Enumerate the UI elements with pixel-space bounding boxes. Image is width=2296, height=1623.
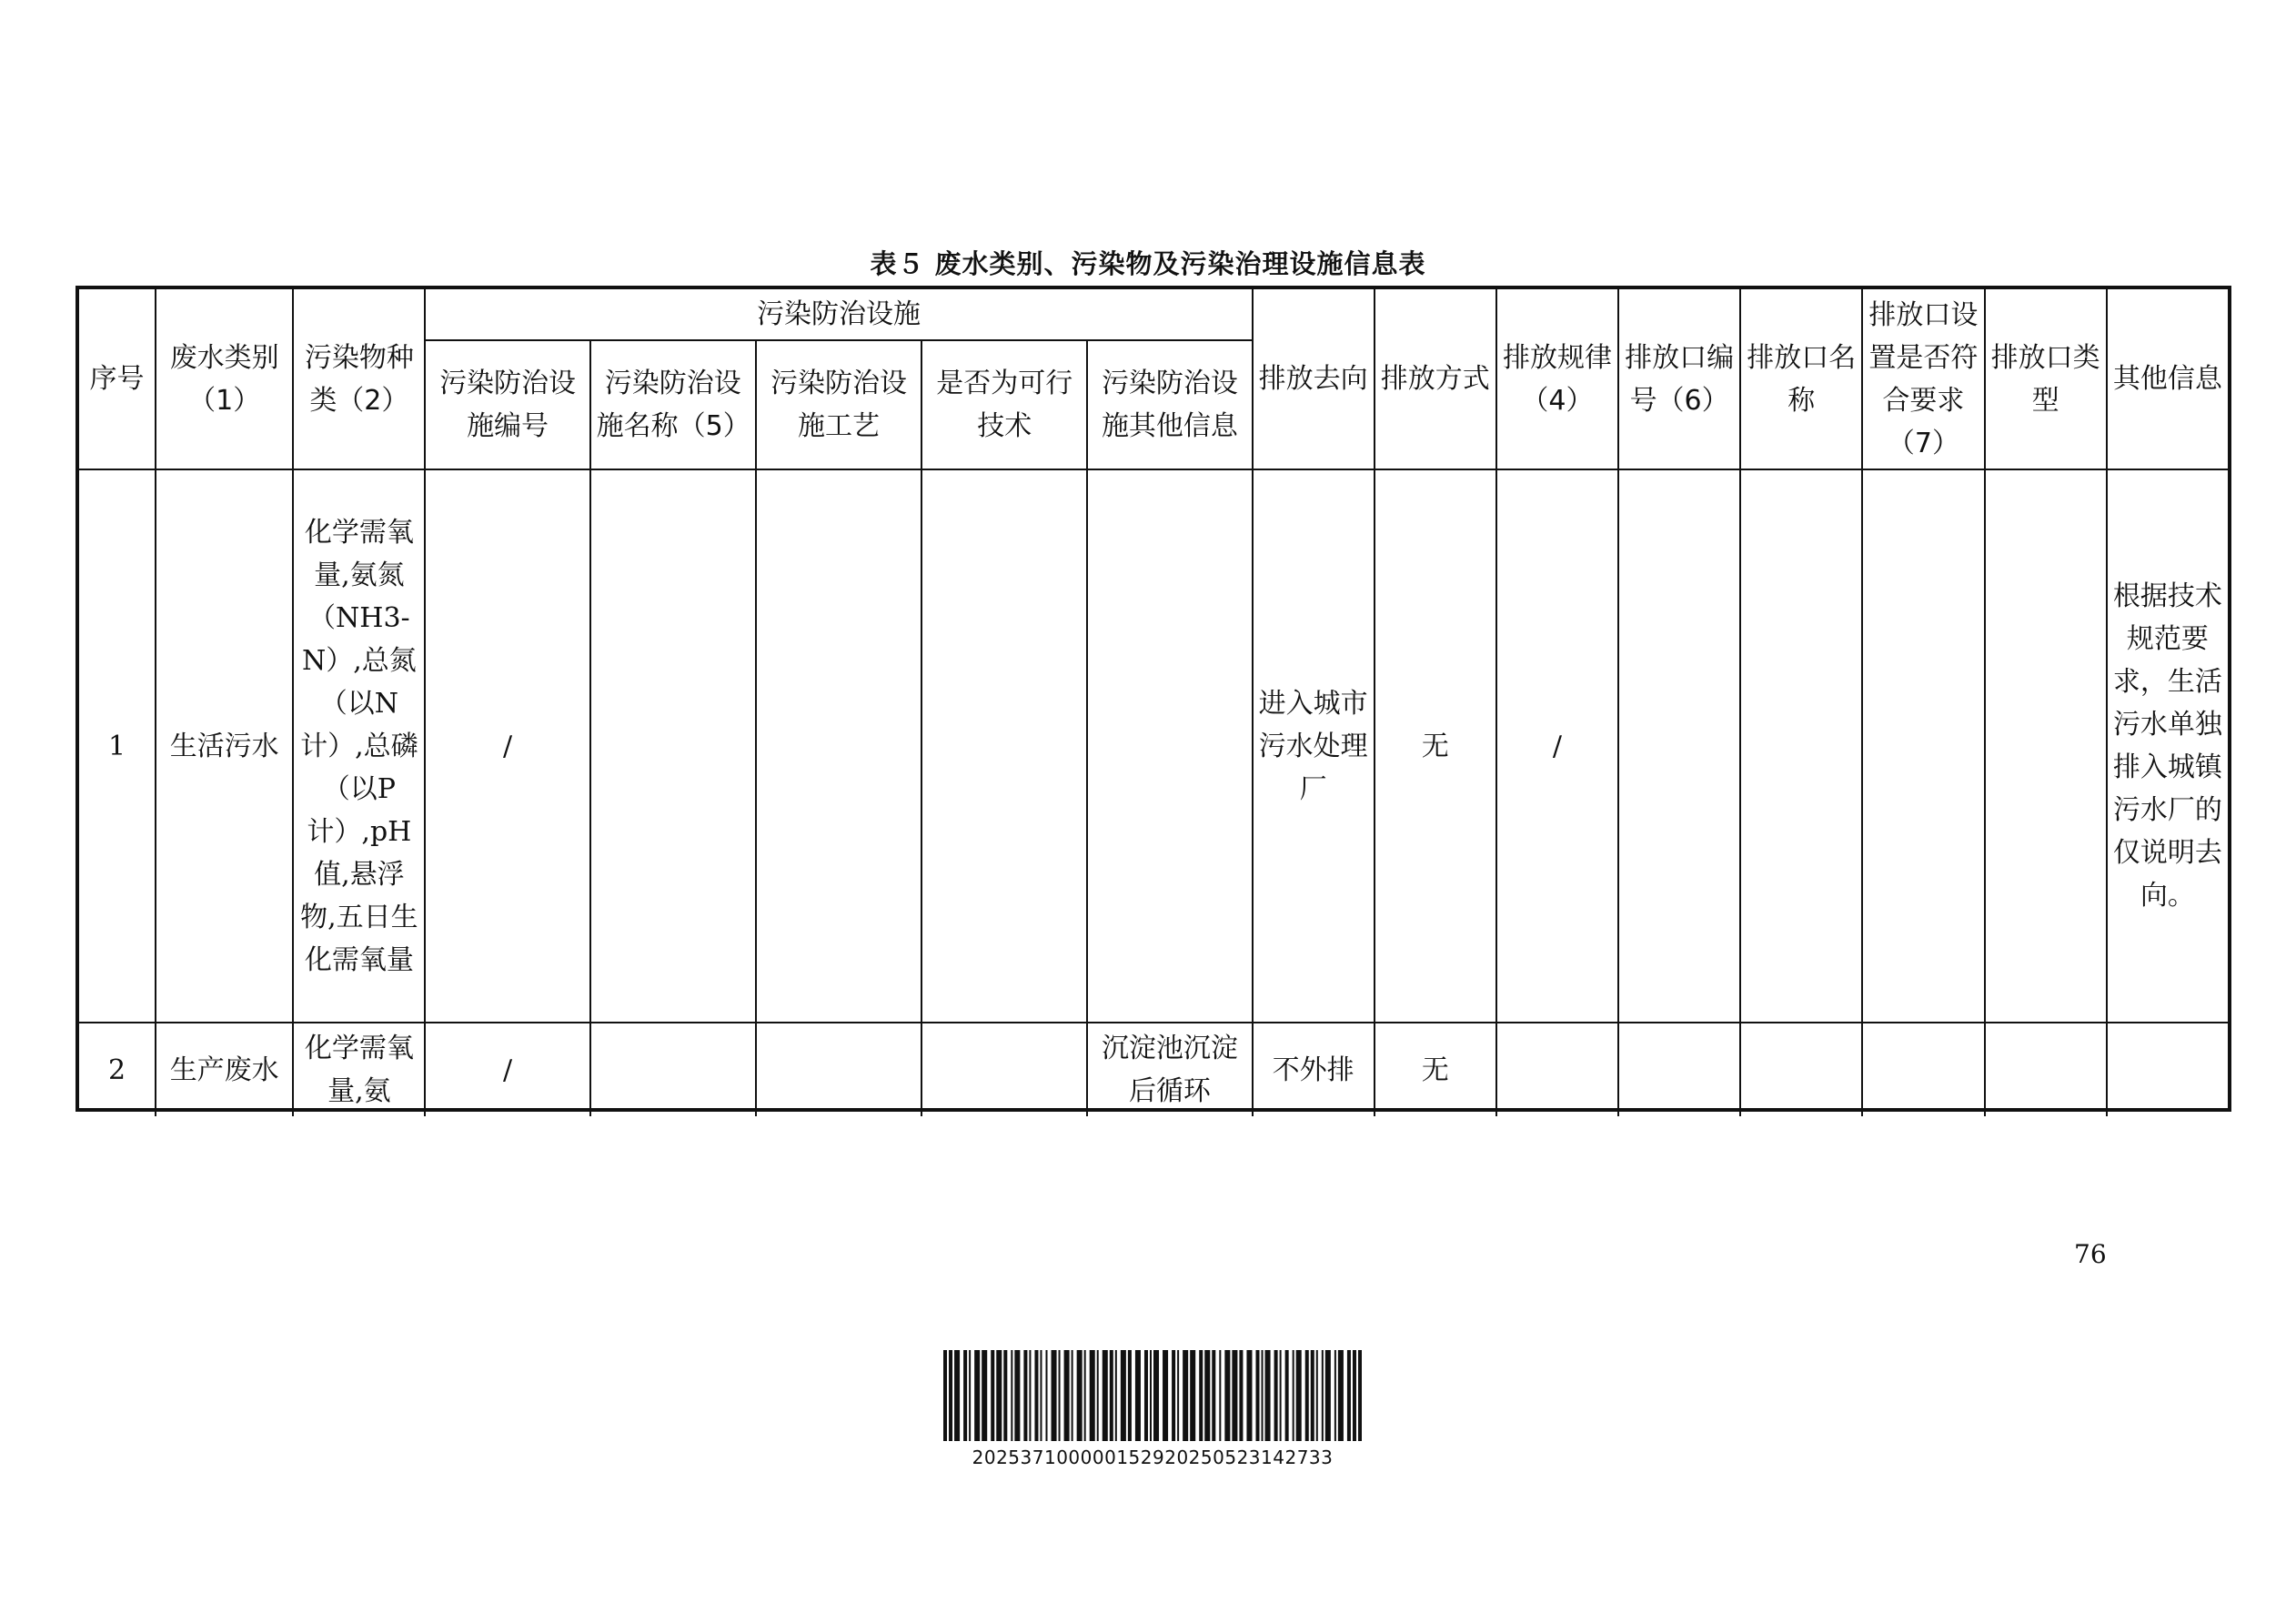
barcode-bar <box>974 1350 980 1441</box>
barcode-bar <box>1023 1350 1027 1441</box>
cell-wastewater-type: 生产废水 <box>156 1023 293 1116</box>
barcode-bar <box>949 1350 952 1441</box>
cell-feasible-tech <box>921 1023 1087 1116</box>
header-facility-process: 污染防治设施工艺 <box>756 340 921 469</box>
barcode-bar <box>1232 1350 1237 1441</box>
cell-outlet-name <box>1740 1023 1862 1116</box>
table-row <box>79 469 2228 1023</box>
header-wastewater-type: 废水类别（1） <box>156 289 293 469</box>
barcode-image <box>943 1350 1362 1441</box>
barcode-bar <box>1265 1350 1271 1441</box>
page-number: 76 <box>2074 1239 2107 1269</box>
header-pollutant-type: 污染物种类（2） <box>293 289 425 469</box>
cell-discharge-pattern: / <box>1496 469 1618 1023</box>
barcode-bar <box>969 1350 971 1441</box>
barcode-bar <box>1280 1350 1282 1441</box>
barcode-bar <box>1077 1350 1083 1441</box>
cell-wastewater-type: 生活污水 <box>156 469 293 1023</box>
cell-seq: 2 <box>79 1023 156 1116</box>
header-outlet-compliance: 排放口设置是否符合要求（7） <box>1862 289 1984 469</box>
cell-pollutant-type: 化学需氧量,氨 <box>293 1023 425 1116</box>
cell-facility-name <box>590 469 756 1023</box>
barcode-bar <box>1325 1350 1331 1441</box>
barcode-bar <box>1293 1350 1294 1441</box>
header-feasible-tech: 是否为可行技术 <box>921 340 1087 469</box>
header-facility-code: 污染防治设施编号 <box>425 340 589 469</box>
barcode-bar <box>1305 1350 1309 1441</box>
cell-discharge-dest: 不外排 <box>1253 1023 1375 1116</box>
barcode-bar <box>1183 1350 1188 1441</box>
barcode-bar <box>1084 1350 1086 1441</box>
cell-pollutant-type: 化学需氧量,氨氮（NH3-N）,总氮（以N计）,总磷（以P计）,pH值,悬浮物,五日生化需氧量 <box>293 469 425 1023</box>
barcode-bar <box>982 1350 987 1441</box>
barcode-bar <box>1285 1350 1289 1441</box>
barcode-bar <box>943 1350 947 1441</box>
barcode-bar <box>1255 1350 1259 1441</box>
cell-facility-process <box>756 469 921 1023</box>
barcode-bar <box>1311 1350 1314 1441</box>
barcode-bar <box>1262 1350 1264 1441</box>
header-discharge-mode: 排放方式 <box>1375 289 1496 469</box>
barcode-bar <box>1204 1350 1210 1441</box>
cell-discharge-dest: 进入城市污水处理厂 <box>1253 469 1375 1023</box>
barcode-bar <box>1029 1350 1031 1441</box>
barcode-bar <box>1040 1350 1042 1441</box>
cell-discharge-mode: 无 <box>1375 469 1496 1023</box>
cell-other-info <box>2107 1023 2228 1116</box>
header-facility-other: 污染防治设施其他信息 <box>1087 340 1252 469</box>
barcode-bar <box>1045 1350 1047 1441</box>
cell-outlet-type <box>1985 1023 2107 1116</box>
barcode-bar <box>1274 1350 1278 1441</box>
table-row <box>79 1023 2228 1116</box>
barcode-bar <box>1358 1350 1362 1441</box>
barcode-bar <box>1347 1350 1351 1441</box>
barcode-number: 202537100000152920250523142733 <box>972 1447 1334 1468</box>
barcode-bar <box>1150 1350 1152 1441</box>
barcode-bar <box>1239 1350 1243 1441</box>
barcode-bar <box>1014 1350 1020 1441</box>
header-seq: 序号 <box>79 289 156 469</box>
cell-facility-code: / <box>425 1023 589 1116</box>
barcode-bar <box>1224 1350 1230 1441</box>
barcode-bar <box>1011 1350 1012 1441</box>
cell-outlet-code <box>1618 1023 1740 1116</box>
header-outlet-code: 排放口编号（6） <box>1618 289 1740 469</box>
barcode-bar <box>1246 1350 1252 1441</box>
cell-facility-name <box>590 1023 756 1116</box>
barcode-bar <box>1103 1350 1108 1441</box>
header-discharge-pattern: 排放规律（4） <box>1496 289 1618 469</box>
header-outlet-type: 排放口类型 <box>1985 289 2107 469</box>
cell-discharge-pattern <box>1496 1023 1618 1116</box>
barcode-bar <box>1212 1350 1215 1441</box>
barcode-bar <box>1115 1350 1117 1441</box>
barcode-bar <box>1097 1350 1099 1441</box>
barcode-bar <box>1064 1350 1070 1441</box>
barcode-bar <box>963 1350 967 1441</box>
barcode-bar <box>991 1350 994 1441</box>
barcode-bar <box>1172 1350 1175 1441</box>
cell-facility-code: / <box>425 469 589 1023</box>
cell-seq: 1 <box>79 469 156 1023</box>
barcode-bar <box>1072 1350 1073 1441</box>
barcode-bar <box>1163 1350 1168 1441</box>
cell-outlet-name <box>1740 469 1862 1023</box>
barcode-bar <box>1034 1350 1038 1441</box>
barcode-bar <box>1190 1350 1195 1441</box>
barcode-bar <box>1128 1350 1132 1441</box>
cell-outlet-type <box>1985 469 2107 1023</box>
barcode-bar <box>1199 1350 1203 1441</box>
wastewater-info-table <box>76 286 2231 1112</box>
cell-discharge-mode: 无 <box>1375 1023 1496 1116</box>
barcode-bar <box>1353 1350 1356 1441</box>
header-facility-group: 污染防治设施 <box>425 289 1252 340</box>
barcode-bar <box>954 1350 960 1441</box>
barcode-bar <box>1296 1350 1302 1441</box>
barcode-bar <box>1219 1350 1221 1441</box>
barcode-bar <box>1052 1350 1057 1441</box>
barcode-bar <box>1153 1350 1159 1441</box>
cell-outlet-compliance <box>1862 1023 1984 1116</box>
cell-outlet-code <box>1618 469 1740 1023</box>
header-outlet-name: 排放口名称 <box>1740 289 1862 469</box>
header-other-info: 其他信息 <box>2107 289 2228 469</box>
barcode-bar <box>1121 1350 1126 1441</box>
cell-other-info: 根据技术规范要求，生活污水单独排入城镇污水厂的仅说明去向。 <box>2107 469 2228 1023</box>
cell-facility-process <box>756 1023 921 1116</box>
table-title: 表５ 废水类别、污染物及污染治理设施信息表 <box>870 248 1426 279</box>
header-facility-name: 污染防治设施名称（5） <box>590 340 756 469</box>
barcode-bar <box>1338 1350 1344 1441</box>
barcode-bar <box>1135 1350 1141 1441</box>
barcode-bar <box>1090 1350 1095 1441</box>
cell-outlet-compliance <box>1862 469 1984 1023</box>
barcode-bar <box>1144 1350 1148 1441</box>
barcode-bar <box>1110 1350 1113 1441</box>
barcode-bar <box>1334 1350 1336 1441</box>
barcode-bar <box>1003 1350 1007 1441</box>
cell-facility-other <box>1087 469 1252 1023</box>
barcode-bar <box>1177 1350 1179 1441</box>
barcode-bar <box>1059 1350 1061 1441</box>
cell-feasible-tech <box>921 469 1087 1023</box>
header-discharge-dest: 排放去向 <box>1253 289 1375 469</box>
barcode-bar <box>1322 1350 1324 1441</box>
cell-facility-other: 沉淀池沉淀后循环 <box>1087 1023 1252 1116</box>
barcode-bar <box>996 1350 1002 1441</box>
barcode-bar <box>1316 1350 1318 1441</box>
